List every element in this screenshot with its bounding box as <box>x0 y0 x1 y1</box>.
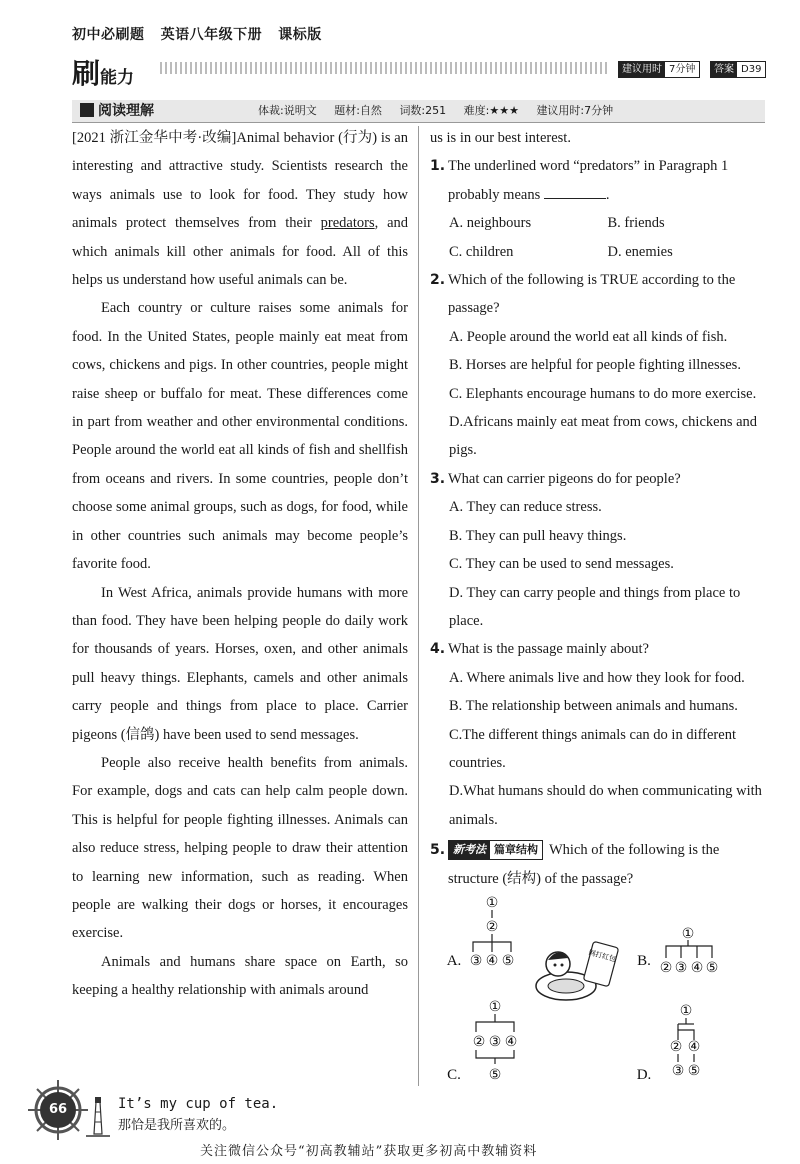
circle-number: ① <box>485 895 499 911</box>
option[interactable]: D.What humans should do when communicating with animals. <box>449 783 762 828</box>
reading-passage <box>72 124 408 1005</box>
topic-label: 题材:自然 <box>334 104 382 117</box>
circle-number: ① <box>681 926 695 942</box>
lighthouse-icon <box>86 1094 110 1138</box>
footer-idiom-translation: 那恰是我所喜欢的。 <box>118 1118 236 1133</box>
option-D-label[interactable]: D. <box>636 1067 652 1083</box>
question-4: 4. What is the passage mainly about? <box>430 641 649 658</box>
option[interactable]: C. Elephants encourage humans to do more exercise. <box>449 385 757 402</box>
circle-number: ① <box>488 999 502 1015</box>
footer-note: 关注微信公众号“初高教辅站”获取更多初高中教辅资料 <box>200 1144 538 1159</box>
circle-number: ② <box>472 1034 486 1050</box>
option-A-label[interactable]: A. <box>446 953 462 969</box>
new-format-tag: 新考法 篇章结构 <box>448 840 543 860</box>
option[interactable]: D. They can carry people and things from place to place. <box>449 584 741 629</box>
circle-number: ③ <box>674 960 688 976</box>
series-name: 初中必刷题 <box>72 27 145 43</box>
word-count-label: 词数:251 <box>399 104 447 117</box>
answer-badge: 答案 D39 <box>710 61 766 78</box>
circle-number: ② <box>659 960 673 976</box>
page-title: 刷能力 <box>72 57 135 90</box>
question-1: 1. The underlined word “predators” in Paragraph 1 probably means . <box>430 158 729 203</box>
cartoon-illustration <box>532 938 624 1008</box>
genre-label: 体裁:说明文 <box>258 104 317 117</box>
option[interactable]: D.Africans mainly eat meat from cows, chickens and pigs. <box>449 414 758 459</box>
circle-number: ④ <box>687 1039 701 1055</box>
questions-column <box>430 124 766 893</box>
section-meta <box>258 100 627 122</box>
header-decoration <box>160 62 610 74</box>
circle-number: ③ <box>469 953 483 969</box>
paragraph-5-continued: us is in our best interest. <box>430 130 571 146</box>
question-5: 5. 新考法 篇章结构 Which of the following is the structure (结构) of the passage? <box>430 842 720 887</box>
underlined-word: predators <box>320 215 375 232</box>
option[interactable]: B. The relationship between animals and humans. <box>449 698 738 715</box>
source-citation: [2021 浙江金华中考·改编] <box>72 130 237 146</box>
option[interactable]: B. friends <box>607 215 665 232</box>
series-header <box>72 24 322 44</box>
option[interactable]: B. They can pull heavy things. <box>449 527 627 544</box>
circle-number: ① <box>679 1003 693 1019</box>
option[interactable]: A. They can reduce stress. <box>449 499 602 516</box>
paragraph-3: In West Africa, animals provide humans with more than food. They have been helping people do daily work for thousands of years. Horses, oxen, and other animals pull heavy things. Elephants, camels and other animals carry people and things from place to place. Carrier pigeons (信鸽) have been used to send messages. <box>72 584 408 743</box>
circle-number: ③ <box>488 1034 502 1050</box>
option-B-label[interactable]: B. <box>637 953 651 969</box>
q1-options-row-1 <box>430 209 766 237</box>
circle-number: ④ <box>690 960 704 976</box>
option[interactable]: C.The different things animals can do in different countries. <box>449 726 736 771</box>
option[interactable]: A. neighbours <box>449 215 532 232</box>
page-number: 66 <box>40 1092 76 1128</box>
option[interactable]: C. They can be used to send messages. <box>449 556 674 573</box>
circle-number: ④ <box>504 1034 518 1050</box>
option-C-label[interactable]: C. <box>447 1067 461 1083</box>
circle-number: ⑤ <box>501 953 515 969</box>
circle-number: ③ <box>671 1063 685 1079</box>
section-title: 阅读理解 <box>72 100 160 122</box>
question-3: 3. What can carrier pigeons do for people? <box>430 470 681 487</box>
paragraph-1: [2021 浙江金华中考·改编]Animal behavior (行为) is an interesting and attractive study. Scientists research the ways animals use to look for food. They study how animals protect themselves from their predators, and which animals kill other animals for food. All of this helps us understand how useful animals can be. <box>72 130 409 289</box>
option[interactable]: A. Where animals live and how they look for food. <box>449 669 745 686</box>
circle-number: ⑤ <box>687 1063 701 1079</box>
answer-blank[interactable] <box>544 198 606 199</box>
option[interactable]: C. children <box>449 243 514 260</box>
edition-name: 课标版 <box>278 27 322 43</box>
paragraph-5: Animals and humans share space on Earth, so keeping a healthy relationship with animals around <box>72 953 408 999</box>
option[interactable]: A. People around the world eat all kinds of fish. <box>449 328 728 345</box>
circle-number: ② <box>485 919 499 935</box>
subject-name: 英语八年级下册 <box>160 27 263 43</box>
circle-number: ② <box>669 1039 683 1055</box>
question-2: 2. Which of the following is TRUE according to the passage? <box>430 272 736 317</box>
q1-options-row-2 <box>430 238 766 266</box>
difficulty-label: 难度:★★★ <box>463 104 519 117</box>
suggested-time-label: 建议用时:7分钟 <box>536 104 614 117</box>
column-divider <box>418 126 419 1086</box>
paragraph-2: Each country or culture raises some animals for food. In the United States, people mainly eat meat from cows, chickens and pigs. In other countries, people might raise sheep or buffalo for meat. These differences come in part from weather and other environmental conditions. People around the world eat all kinds of fish and shellfish from oceans and rivers. In some countries, people don’t choose some animal groups, such as dogs, for food, while in other countries such animals may become people’s favorite food. <box>72 300 408 573</box>
section-bar <box>72 100 765 123</box>
circle-number: ⑤ <box>705 960 719 976</box>
paragraph-4: People also receive health benefits from animals. For example, dogs and cats can help calm people down. This is helpful for people fighting illnesses. Animals can also reduce stress, helping people to draw their attention to learning new information, such as reading. When people are walking their dogs or horses, it encourages exercise. <box>72 754 408 942</box>
circle-number: ⑤ <box>488 1067 502 1083</box>
option[interactable]: B. Horses are helpful for people fighting illnesses. <box>449 357 741 374</box>
time-badge: 建议用时 7分钟 <box>618 61 700 78</box>
footer-idiom: It’s my cup of tea. <box>118 1096 279 1112</box>
option[interactable]: D. enemies <box>607 243 673 260</box>
circle-number: ④ <box>485 953 499 969</box>
cartoon-sign-text: 网打红包 <box>587 948 617 964</box>
